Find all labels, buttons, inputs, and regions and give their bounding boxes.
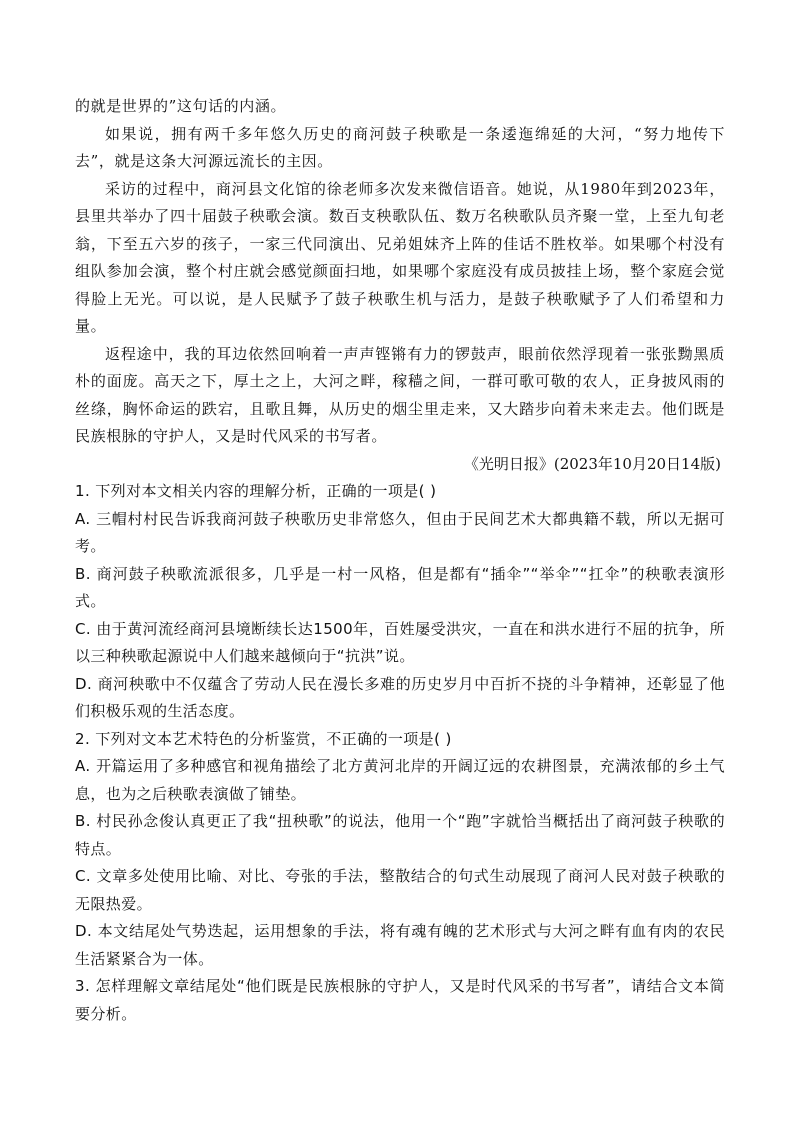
question-2-option-d: D. 本文结尾处气势迭起，运用想象的手法，将有魂有魄的艺术形式与大河之畔有血有肉的农民生活紧紧合为一体。 <box>75 922 725 968</box>
question-1-option-d: D. 商河秧歌中不仅蕴含了劳动人民在漫长多难的历史岁月中百折不挠的斗争精神，还彰显了他们积极乐观的生活态度。 <box>75 674 725 720</box>
article-paragraph: 返程途中，我的耳边依然回响着一声声铿锵有力的锣鼓声，眼前依然浮现着一张张黝黑质朴的面庞。高天之下，厚土之上，大河之畔，稼穑之间，一群可歌可敬的农人，正身披风雨的丝绦，胸怀命运的跌宕，且歌且舞，从历史的烟尘里走来，又大踏步向着未来走去。他们既是民族根脉的守护人，又是时代风采的书写者。 <box>75 344 725 445</box>
question-2-option-c: C. 文章多处使用比喻、对比、夸张的手法，整散结合的句式生动展现了商河人民对鼓子秧歌的无限热爱。 <box>75 867 725 913</box>
question-1-option-a: A. 三帽村村民告诉我商河鼓子秧歌历史非常悠久，但由于民间艺术大都典籍不载，所以无据可考。 <box>75 509 725 555</box>
question-2-stem: 2. 下列对文本艺术特色的分析鉴赏，不正确的一项是( ) <box>75 729 452 748</box>
question-1-stem: 1. 下列对本文相关内容的理解分析，正确的一项是( ) <box>75 482 437 500</box>
question-1-option-b: B. 商河鼓子秧歌流派很多，几乎是一村一风格，但是都有“插伞”“举伞”“扛伞”的秧歌表演形式。 <box>75 564 725 610</box>
question-2-option-a: A. 开篇运用了多种感官和视角描绘了北方黄河北岸的开阔辽远的农耕图景，充满浓郁的乡土气息，也为之后秧歌表演做了铺垫。 <box>75 757 725 803</box>
document-page <box>75 93 725 1028</box>
question-1-option-c: C. 由于黄河流经商河县境断续长达1500年，百姓屡受洪灾，一直在和洪水进行不屈的抗争，所以三种秧歌起源说中人们越来越倾向于“抗洪”说。 <box>75 619 725 665</box>
article-source: 《光明日报》(2023年10月20日14版) <box>463 454 721 473</box>
article-paragraph: 如果说，拥有两千多年悠久历史的商河鼓子秧歌是一条逶迤绵延的大河，“努力地传下去”，就是这条大河源远流长的主因。 <box>75 124 725 170</box>
question-3-stem: 3. 怎样理解文章结尾处“他们既是民族根脉的守护人，又是时代风采的书写者”，请结合文本简要分析。 <box>75 977 725 1023</box>
article-paragraph: 采访的过程中，商河县文化馆的徐老师多次发来微信语音。她说，从1980年到2023年，县里共举办了四十届鼓子秧歌会演。数百支秧歌队伍、数万名秧歌队员齐聚一堂，上至九旬老翁，下至五六岁的孩子，一家三代同演出、兄弟姐妹齐上阵的佳话不胜枚举。如果哪个村没有组队参加会演，整个村庄就会感觉颜面扫地，如果哪个家庭没有成员披挂上场，整个家庭会觉得脸上无光。可以说，是人民赋予了鼓子秧歌生机与活力，是鼓子秧歌赋予了人们希望和力量。 <box>75 179 725 335</box>
article-paragraph-continued: 的就是世界的”这句话的内涵。 <box>75 97 287 115</box>
question-2-option-b: B. 村民孙念俊认真更正了我“扭秧歌”的说法，他用一个“跑”字就恰当概括出了商河鼓子秧歌的特点。 <box>75 812 725 858</box>
